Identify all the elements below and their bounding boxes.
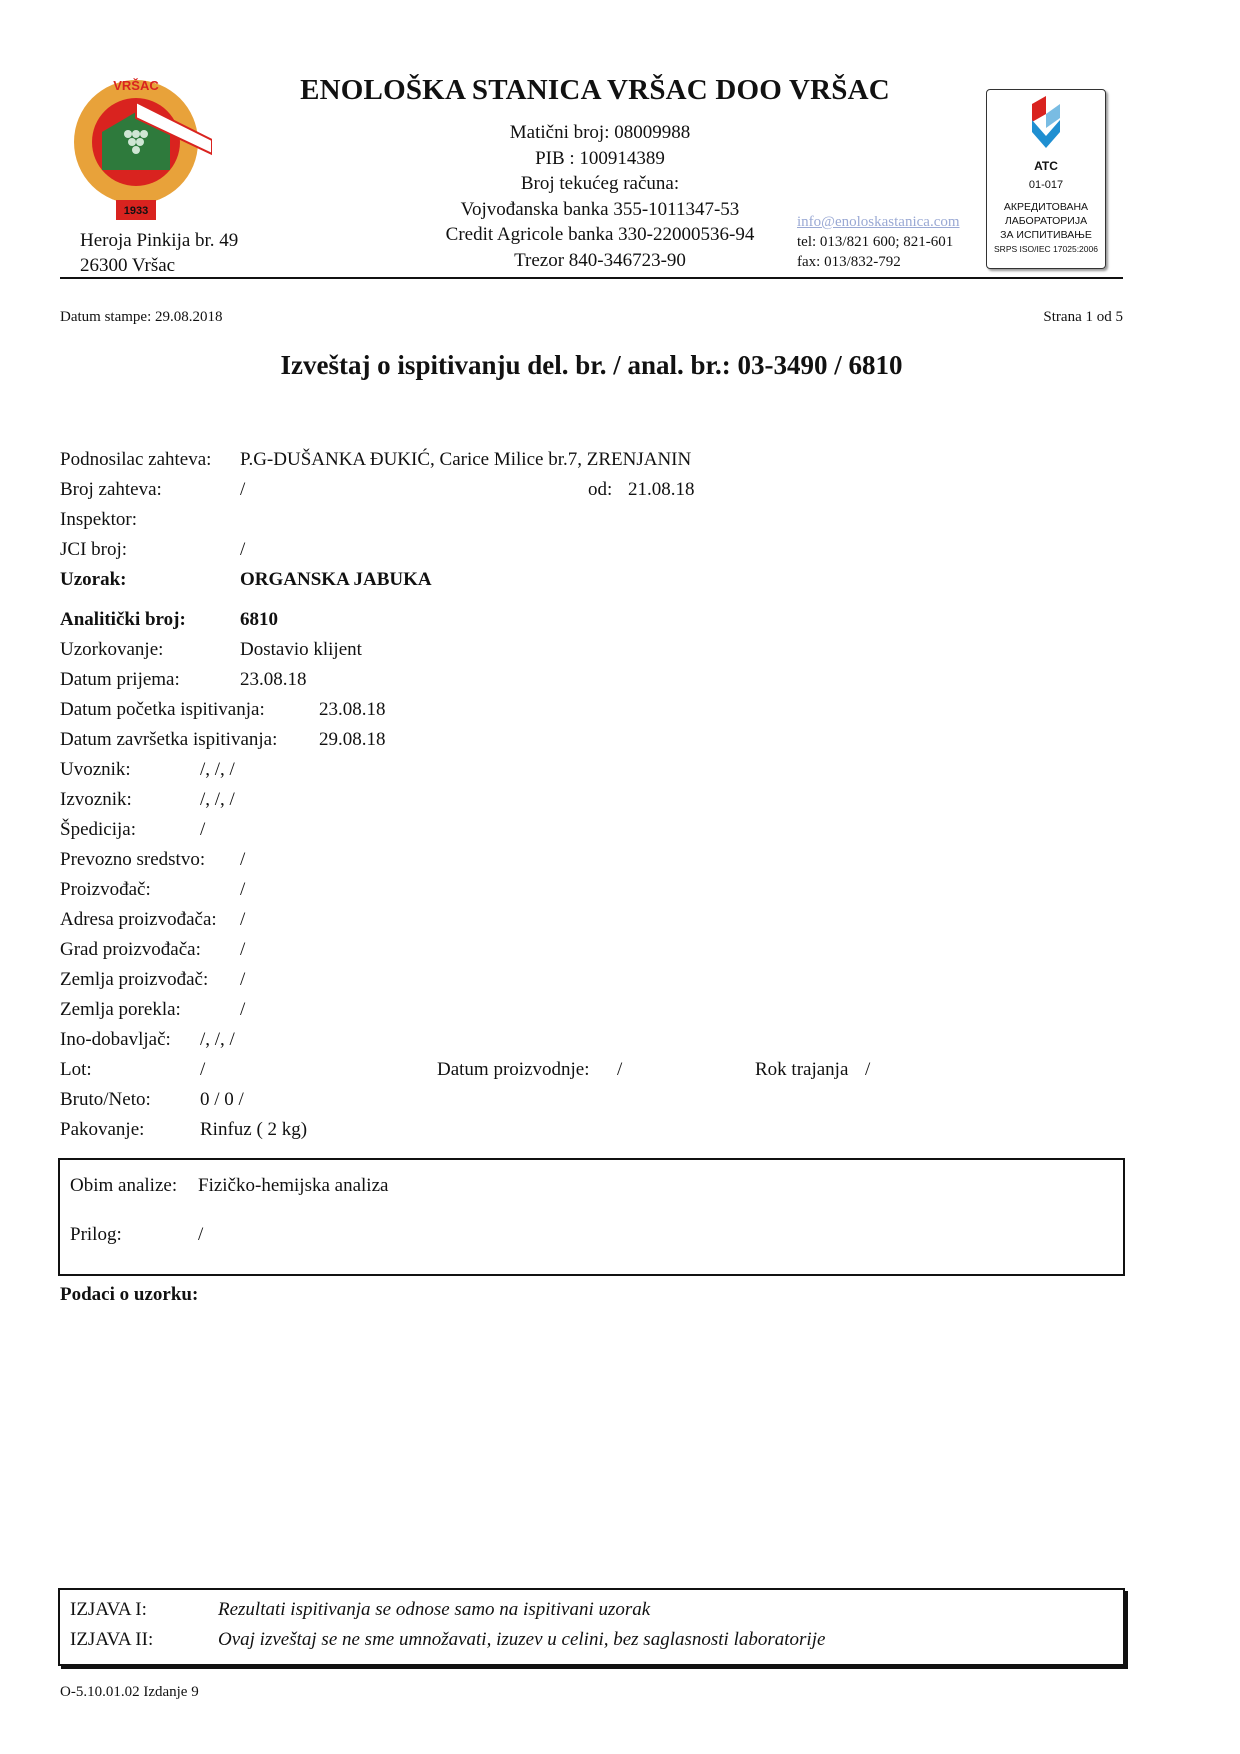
analysis-scope-box	[58, 1158, 1125, 1276]
svg-text:VRŠAC: VRŠAC	[113, 78, 159, 93]
podaci-o-uzorku-heading: Podaci o uzorku:	[60, 1284, 199, 1305]
email-link[interactable]: info@enoloskastanica.com	[797, 214, 960, 230]
svg-text:АКРЕДИТОВАНА: АКРЕДИТОВАНА	[1003, 201, 1089, 213]
bank-account-3: Trezor 840-346723-90	[514, 249, 686, 271]
telephone: tel: 013/821 600; 821-601	[797, 234, 954, 250]
maticni-broj: Matični broj: 08009988	[509, 122, 691, 143]
header-divider	[60, 277, 1123, 279]
izjava-2: IZJAVA II: Ovaj izveštaj se ne sme umnožavati, izuzev u celini, bez saglasnosti laboratorije	[70, 1629, 826, 1650]
fax: fax: 013/832-792	[797, 254, 901, 270]
bank-account-2: Credit Agricole banka 330-22000536-94	[445, 224, 755, 245]
svg-text:1933: 1933	[123, 205, 149, 217]
accreditation-badge	[986, 89, 1106, 269]
company-address	[80, 228, 238, 278]
company-name: ENOLOŠKA STANICA VRŠAC DOO VRŠAC	[300, 74, 890, 106]
svg-text:ЛАБОРАТОРИЈА: ЛАБОРАТОРИЈА	[1004, 215, 1088, 227]
svg-text:ЗА ИСПИТИВАЊЕ: ЗА ИСПИТИВАЊЕ	[1000, 229, 1092, 241]
page-number: Strana 1 od 5	[1043, 309, 1123, 325]
svg-text:01-017: 01-017	[1028, 179, 1064, 191]
company-logo	[72, 62, 212, 224]
izjava-1: IZJAVA I: Rezultati ispitivanja se odnose samo na ispitivani uzorak	[70, 1599, 651, 1620]
svg-text:SRPS ISO/IEC 17025:2006: SRPS ISO/IEC 17025:2006	[994, 244, 1098, 254]
print-date: Datum stampe: 29.08.2018	[60, 309, 223, 325]
racun-label: Broj tekućeg računa:	[520, 173, 680, 194]
obim-analize: Obim analize: Fizičko-hemijska analiza	[70, 1175, 389, 1196]
prilog: Prilog: /	[70, 1224, 204, 1245]
statements-box	[58, 1588, 1125, 1666]
bank-account-1: Vojvođanska banka 355-1011347-53	[460, 198, 740, 220]
form-code: O-5.10.01.02 Izdanje 9	[60, 1684, 199, 1700]
address-street: Heroja Pinkija br. 49	[80, 230, 239, 251]
address-city: 26300 Vršac	[80, 255, 176, 276]
report-title: Izveštaj o ispitivanju del. br. / anal. br.: 03-3490 / 6810	[280, 350, 903, 380]
pib: PIB : 100914389	[535, 147, 665, 169]
company-registration-info	[390, 120, 810, 273]
contact-info	[797, 212, 960, 272]
svg-text:ATC: ATC	[1034, 159, 1058, 173]
